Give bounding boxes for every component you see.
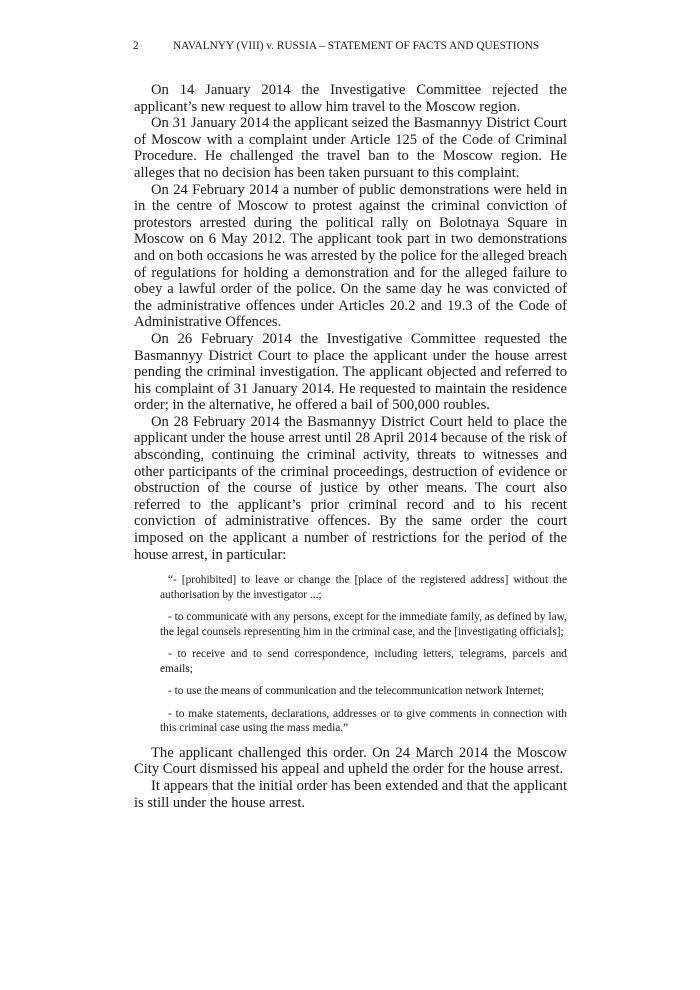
page-number: 2 <box>133 40 139 52</box>
restriction-item: - to use the means of communication and the telecommunication network Internet; <box>168 685 545 698</box>
running-header <box>133 39 573 53</box>
paragraph-extension: It appears that the initial order has been extended and that the applicant is still under the house arrest. <box>134 777 567 811</box>
paragraph-complaint: On 31 January 2014 the applicant seized the Basmannyy District Court of Moscow with a complaint under Article 125 of the Code of Criminal Procedure. He challenged the travel ban to the Moscow region. He alleges that no decision has been taken pursuant to this complaint. <box>134 115 567 181</box>
paragraph-house-arrest-request: On 26 February 2014 the Investigative Committee requested the Basmannyy District Court to place the applicant under the house arrest pending the criminal investigation. The applicant objected and referred to his complaint of 31 January 2014. He requested to maintain the residence order; in the alternative, he offered a bail of 500,000 roubles. <box>134 330 567 414</box>
restriction-item: - to make statements, declarations, addresses or to give comments in connection with this criminal case using the mass media.” <box>160 707 567 735</box>
restriction-item: - to communicate with any persons, except for the immediate family, as defined by law, the legal counsels representing him in the criminal case, and the [investigating officials]; <box>160 611 567 638</box>
paragraph-travel-request: On 14 January 2014 the Investigative Committee rejected the applicant’s new request to allow him travel to the Moscow region. <box>134 82 567 115</box>
header-title: NAVALNYY (VIII) v. RUSSIA – STATEMENT OF FACTS AND QUESTIONS <box>173 40 540 52</box>
restriction-item: - to receive and to send correspondence, including letters, telegrams, parcels and emails; <box>160 648 567 675</box>
paragraph-court-decision: On 28 February 2014 the Basmannyy District Court held to place the applicant under the house arrest until 28 April 2014 because of the risk of absconding, continuing the criminal activity, threats to witnesses and other participants of the criminal proceedings, destruction of evidence or obstruction of the course of justice by other means. The court also referred to the applicant’s prior criminal record and to his recent conviction of administrative offences. By the same order the court imposed on the applicant a number of restrictions for the period of the house arrest, in particular: <box>134 413 567 563</box>
restriction-item: “- [prohibited] to leave or change the [place of the registered address] without the authorisation by the investigator ...; <box>160 574 567 601</box>
paragraph-appeal: The applicant challenged this order. On 24 March 2014 the Moscow City Court dismissed his appeal and upheld the order for the house arrest. <box>134 744 567 778</box>
restrictions-quote <box>134 573 567 736</box>
document-body <box>134 82 567 811</box>
paragraph-demonstrations: On 24 February 2014 a number of public demonstrations were held in in the centre of Moscow to protest against the criminal conviction of protestors arrested during the political rally on Bolotnaya Square in Moscow on 6 May 2012. The applicant took part in two demonstrations and on both occasions he was arrested by the police for the alleged breach of regulations for holding a demonstration and for the alleged failure to obey a lawful order of the police. On the same day he was convicted of the administrative offences under Articles 20.2 and 19.3 of the Code of Administrative Offences. <box>134 181 567 331</box>
